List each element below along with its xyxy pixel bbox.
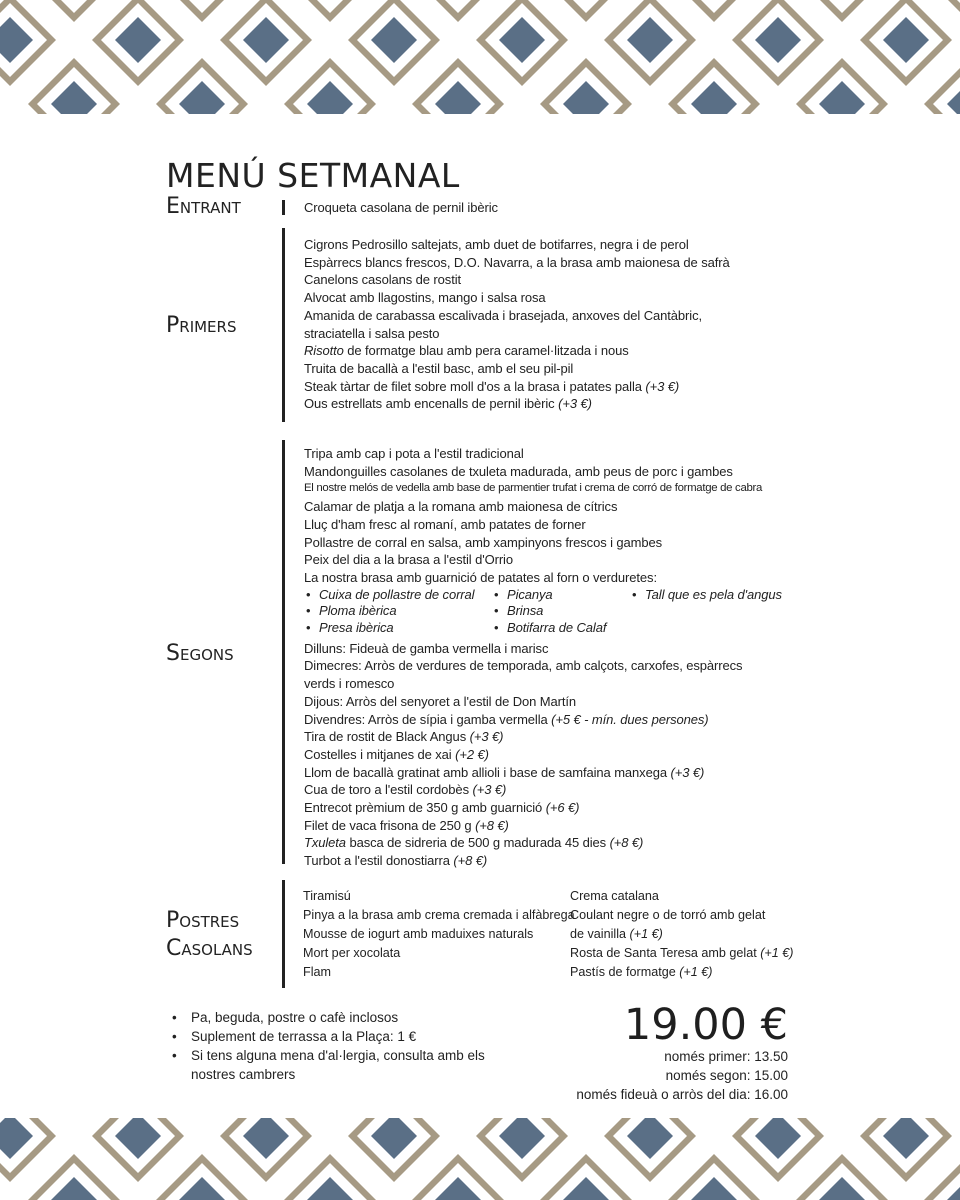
menu-item: [304, 746, 782, 764]
postres-column-1: [303, 887, 575, 982]
item-text: Crema catalana: [570, 889, 659, 903]
menu-item: [304, 640, 782, 658]
price-option-fideua: només fideuà o arròs del dia: 16.00: [576, 1087, 788, 1102]
item-text: Rosta de Santa Teresa amb gelat: [570, 946, 761, 960]
section-label-segons: Segons: [166, 641, 234, 666]
item-supplement: (+3 €): [469, 729, 504, 745]
brasa-column-2: [494, 587, 632, 637]
tile-pattern-top-svg: [0, 0, 960, 114]
item-supplement: (+2 €): [455, 746, 489, 762]
menu-item: [304, 834, 782, 852]
primers-list: [304, 236, 730, 413]
menu-item: [304, 480, 782, 498]
item-text: Dijous: Arròs del senyoret a l'estil de Don Martín: [304, 693, 577, 709]
entrant-list: [304, 199, 498, 217]
item-text: de formatge blau amb pera caramel·litzada i nous: [343, 343, 629, 359]
menu-item: [303, 963, 575, 982]
menu-item: [304, 852, 782, 870]
item-text: Ous estrellats amb encenalls de pernil ibèric: [304, 396, 559, 412]
item-text: Pinya a la brasa amb crema cremada i alfàbrega: [303, 908, 575, 922]
menu-item: [304, 360, 730, 378]
section-divider-primers: [282, 228, 285, 422]
info-item: • Pa, beguda, postre o cafè inclosos: [172, 1008, 502, 1027]
menu-item: [570, 887, 793, 906]
menu-item: [304, 271, 730, 289]
item-supplement: (+3 €): [670, 764, 705, 780]
section-label-postres: Postres: [166, 908, 240, 933]
item-supplement: (+1 €): [679, 965, 713, 979]
menu-item: [304, 445, 782, 463]
brasa-column-3: [632, 587, 782, 637]
item-text: Divendres: Arròs de sípia i gamba vermella: [304, 711, 552, 727]
menu-item: [303, 925, 575, 944]
item-text: Llom de bacallà gratinat amb allioli i base de samfaina manxega: [304, 764, 671, 780]
item-text: Peix del dia a la brasa a l'estil d'Orrio: [304, 552, 513, 568]
menu-item: [570, 906, 793, 925]
item-text: Cigrons Pedrosillo saltejats, amb duet de botifarres, negra i de perol: [304, 237, 689, 252]
menu-item: [304, 534, 782, 552]
section-label-casolans: Casolans: [166, 936, 253, 961]
item-text: Turbot a l'estil donostiarra: [304, 853, 454, 869]
info-item: • Si tens alguna mena d'al·lergia, consulta amb els nostres cambrers: [172, 1046, 502, 1084]
menu-item: [304, 799, 782, 817]
item-text: basca de sidreria de 500 g madurada 45 dies: [345, 835, 610, 851]
item-supplement: (+8 €): [475, 817, 509, 833]
item-text: Entrecot prèmium de 350 g amb guarnició: [304, 800, 546, 816]
item-text: Flam: [303, 965, 331, 979]
menu-item: [303, 887, 575, 906]
item-text: straciatella i salsa pesto: [304, 325, 440, 341]
segons-list-b: [304, 640, 782, 870]
item-text: Tira de rostit de Black Angus: [304, 729, 470, 745]
item-text: Tiramisú: [303, 889, 351, 903]
brasa-option: • Picanya: [494, 587, 632, 604]
brasa-option: • Ploma ibèrica: [306, 603, 494, 620]
brasa-option: • Cuixa de pollastre de corral: [306, 587, 494, 604]
item-emphasis: Risotto: [304, 343, 344, 359]
tile-pattern-bottom-svg: [0, 1118, 960, 1200]
item-text: La nostra brasa amb guarnició de patates al forn o verduretes:: [304, 569, 657, 585]
item-text: Canelons casolans de rostit: [304, 272, 462, 288]
menu-item: [304, 551, 782, 569]
item-text: Dimecres: Arròs de verdures de temporada, amb calçots, carxofes, espàrrecs: [304, 658, 743, 674]
section-divider-entrant: [282, 200, 285, 215]
menu-item: [570, 963, 793, 982]
tile-pattern-top: [0, 0, 960, 114]
menu-item: [304, 378, 730, 396]
item-text: Mandonguilles casolanes de txuleta madurada, amb peus de porc i gambes: [304, 463, 733, 479]
section-divider-segons: [282, 440, 285, 864]
section-label-primers: Primers: [166, 313, 237, 338]
item-text: Mort per xocolata: [303, 946, 401, 960]
item-text: de vainilla: [570, 927, 630, 941]
item-text: Costelles i mitjanes de xai: [304, 746, 456, 762]
item-text: Alvocat amb llagostins, mango i salsa rosa: [304, 290, 546, 306]
menu-item: [304, 781, 782, 799]
brasa-options: [304, 587, 782, 637]
item-text: El nostre melós de vedella amb base de parmentier trufat i crema de corró de formatge de cabra: [304, 482, 763, 495]
brasa-option: • Botifarra de Calaf: [494, 620, 632, 637]
segons-block: [304, 445, 782, 870]
menu-item: [304, 711, 782, 729]
item-text: Steak tàrtar de filet sobre moll d'os a la brasa i patates palla: [304, 378, 646, 394]
info-list: [172, 1008, 502, 1084]
item-text: Filet de vaca frisona de 250 g: [304, 817, 476, 833]
menu-item: [304, 693, 782, 711]
segons-list-a: [304, 445, 782, 587]
item-supplement: (+3 €): [558, 396, 592, 412]
brasa-option: • Presa ibèrica: [306, 620, 494, 637]
menu-item: [304, 728, 782, 746]
brasa-option: • Tall que es pela d'angus: [632, 587, 782, 604]
item-supplement: (+3 €): [645, 378, 680, 394]
item-text: verds i romesco: [304, 676, 395, 692]
menu-item: [304, 764, 782, 782]
menu-item: [304, 307, 730, 325]
item-text: Espàrrecs blancs frescos, D.O. Navarra, a la brasa amb maionesa de safrà: [304, 254, 730, 270]
item-emphasis: Txuleta: [304, 835, 346, 851]
tile-pattern-bottom: [0, 1118, 960, 1200]
section-label-entrant: Entrant: [166, 194, 241, 219]
brasa-option: • Brinsa: [494, 603, 632, 620]
item-supplement: (+6 €): [545, 800, 580, 816]
item-supplement: (+5 € - mín. dues persones): [551, 711, 709, 727]
item-supplement: (+3 €): [472, 782, 507, 798]
menu-item: [304, 516, 782, 534]
menu-item: [304, 254, 730, 272]
price-main: 19.00 €: [623, 1000, 788, 1050]
menu-item: [304, 289, 730, 307]
item-text: Cua de toro a l'estil cordobès: [304, 782, 473, 798]
menu-item: [570, 944, 793, 963]
item-text: Pastís de formatge: [570, 965, 680, 979]
item-text: Tripa amb cap i pota a l'estil tradicional: [304, 446, 524, 461]
item-text: Dilluns: Fideuà de gamba vermella i marisc: [304, 640, 549, 656]
item-text: Coulant negre o de torró amb gelat: [570, 908, 766, 922]
item-supplement: (+8 €): [609, 835, 644, 851]
postres-column-2: [570, 887, 793, 982]
item-supplement: (+8 €): [453, 853, 488, 869]
price-option-primer: només primer: 13.50: [664, 1049, 788, 1064]
item-text: Lluç d'ham fresc al romaní, amb patates de forner: [304, 516, 586, 532]
menu-item: [304, 569, 782, 587]
page-title: MENÚ SETMANAL: [166, 156, 460, 196]
section-divider-postres: [282, 880, 285, 988]
menu-item: [304, 463, 782, 481]
menu-item: [303, 906, 575, 925]
item-text: Croqueta casolana de pernil ibèric: [304, 200, 498, 215]
item-text: Pollastre de corral en salsa, amb xampinyons frescos i gambes: [304, 534, 663, 550]
price-option-segon: només segon: 15.00: [665, 1068, 788, 1083]
menu-item: [304, 675, 782, 693]
menu-item: [304, 817, 782, 835]
menu-item: [304, 342, 730, 360]
info-item: • Suplement de terrassa a la Plaça: 1 €: [172, 1027, 502, 1046]
item-text: Mousse de iogurt amb maduixes naturals: [303, 927, 534, 941]
menu-item: [304, 199, 498, 217]
item-text: Truita de bacallà a l'estil basc, amb el seu pil-pil: [304, 360, 574, 376]
item-supplement: (+1 €): [629, 927, 663, 941]
item-text: Amanida de carabassa escalivada i brasejada, anxoves del Cantàbric,: [304, 307, 702, 323]
menu-item: [304, 657, 782, 675]
menu-item: [304, 395, 730, 413]
brasa-column-1: [306, 587, 494, 637]
menu-item: [570, 925, 793, 944]
menu-item: [304, 236, 730, 254]
menu-item: [303, 944, 575, 963]
item-text: Calamar de platja a la romana amb maionesa de cítrics: [304, 499, 618, 515]
menu-item: [304, 325, 730, 343]
item-supplement: (+1 €): [760, 946, 794, 960]
menu-item: [304, 498, 782, 516]
